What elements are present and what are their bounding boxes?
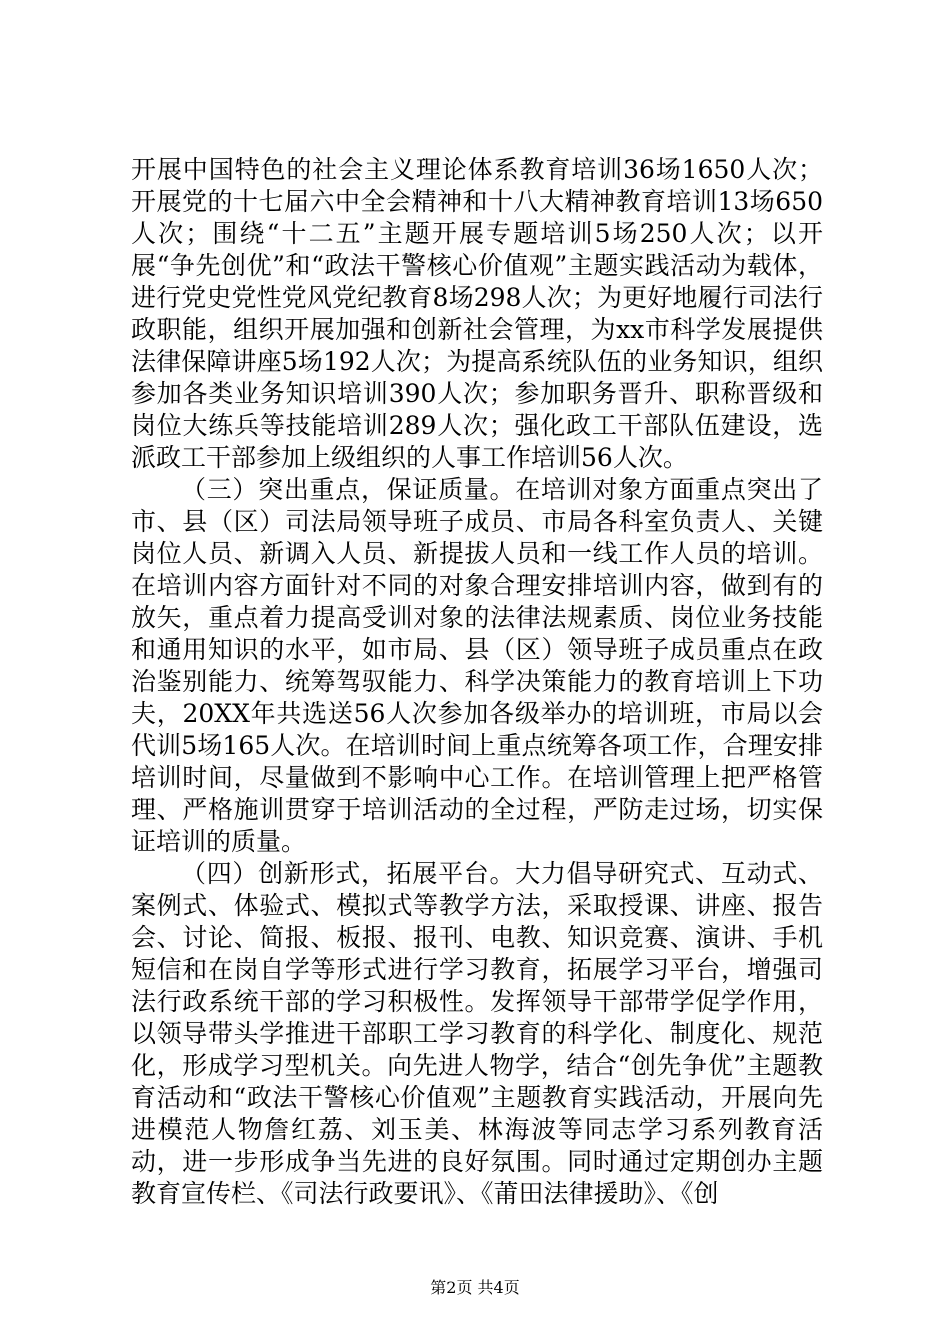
paragraph-section-four: （四）创新形式，拓展平台。大力倡导研究式、互动式、案例式、体验式、模拟式等教学方法，采取授课、讲座、报告会、讨论、简报、板报、报刊、电教、知识竞赛、演讲、手机短信和在岗自学等形式进行学习教育，拓展学习平台，增强司法行政系统干部的学习积极性。发挥领导干部带学促学作用，以领导带头学推进干部职工学习教育的科学化、制度化、规范化，形成学习型机关。向先进人物学，结合“创先争优”主题教育活动和“政法干警核心价值观”主题教育实践活动，开展向先进模范人物詹红荔、刘玉美、林海波等同志学习系列教育活动，进一步形成争当先进的良好氛围。同时通过定期创办主题教育宣传栏、《司法行政要讯》、《莆田法律援助》、《创 xyxy=(131,859,823,1208)
page-footer xyxy=(0,1278,950,1298)
page-number: 第2页 共4页 xyxy=(430,1278,520,1297)
paragraph-training-summary: 开展中国特色的社会主义理论体系教育培训36场1650人次；开展党的十七届六中全会精神和十八大精神教育培训13场650人次；围绕“十二五”主题开展专题培训5场250人次；以开展“争先创优”和“政法干警核心价值观”主题实践活动为载体，进行党史党性党风党纪教育8场298人次；为更好地履行司法行政职能，组织开展加强和创新社会管理，为xx市科学发展提供法律保障讲座5场192人次；为提高系统队伍的业务知识，组织参加各类业务知识培训390人次；参加职务晋升、职称晋级和岗位大练兵等技能培训289人次；强化政工干部队伍建设，选派政工干部参加上级组织的人事工作培训56人次。 xyxy=(131,155,823,472)
paragraph-section-three: （三）突出重点，保证质量。在培训对象方面重点突出了市、县（区）司法局领导班子成员、市局各科室负责人、关键岗位人员、新调入人员、新提拔人员和一线工作人员的培训。在培训内容方面针对不同的对象合理安排培训内容，做到有的放矢，重点着力提高受训对象的法律法规素质、岗位业务技能和通用知识的水平，如市局、县（区）领导班子成员重点在政治鉴别能力、统筹驾驭能力、科学决策能力的教育培训上下功夫，20XX年共选送56人次参加各级举办的培训班，市局以会代训5场165人次。在培训时间上重点统筹各项工作，合理安排培训时间，尽量做到不影响中心工作。在培训管理上把严格管理、严格施训贯穿于培训活动的全过程，严防走过场，切实保证培训的质量。 xyxy=(131,475,823,856)
document-body xyxy=(131,154,823,1210)
